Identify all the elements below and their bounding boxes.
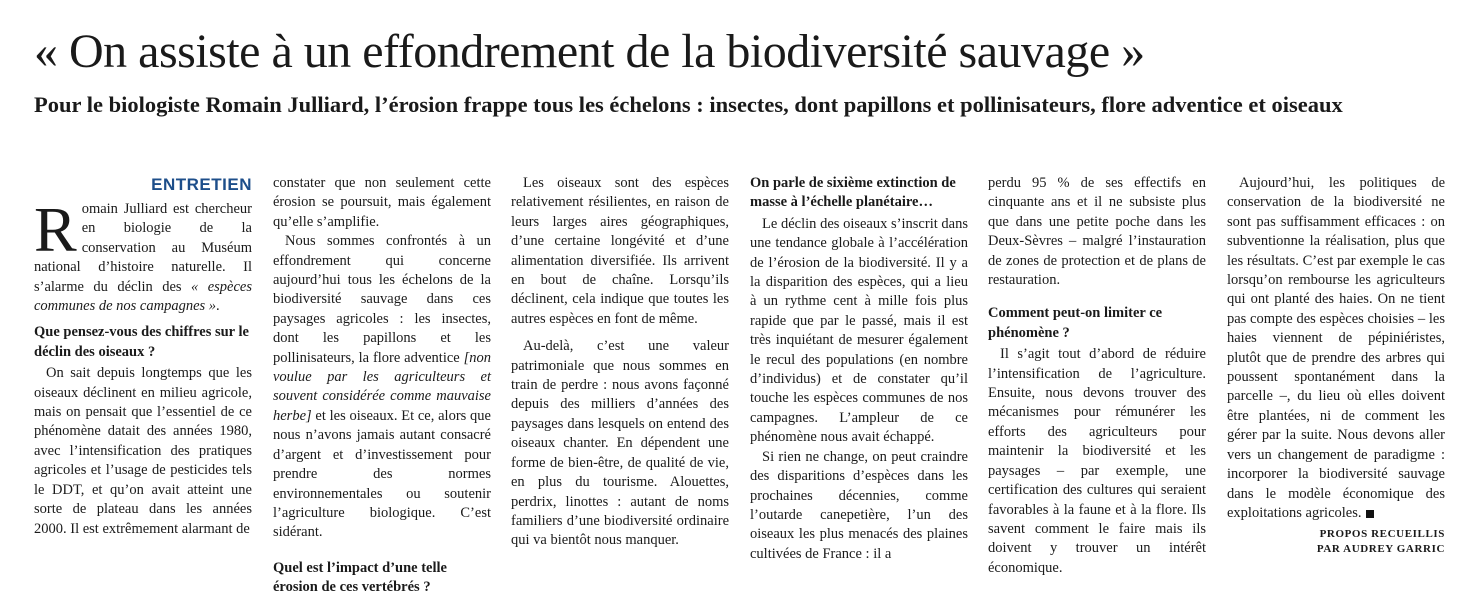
question-2: Quel est l’impact d’une telle érosion de ces vertébrés ?	[273, 559, 447, 596]
standfirst: Pour le biologiste Romain Julliard, l’érosion frappe tous les échelons : insectes, dont papillons et pollinisateurs, flore adventice et oiseaux	[34, 92, 1343, 117]
answer-1-paragraph-2-end: et les oiseaux. Et ce, alors que nous n’avons jamais autant consacré d’argent et d’investissement pour prendre des normes environnementales ou soutenir l’agriculture biologique. C’est sidérant.	[273, 407, 491, 541]
answer-4-paragraph-2	[1227, 174, 1445, 523]
drop-cap: R	[34, 194, 77, 265]
column-5	[988, 174, 1206, 578]
answer-1-paragraph-1-continued: constater que non seulement cette érosion se poursuit, mais également qu’elle s’amplifie.	[273, 175, 491, 230]
answer-2-paragraph-2: Au-delà, c’est une valeur patrimoniale que nous sommes en train de perdre : nous avons façonné depuis des milliers d’années des paysages dans lesquels on entend des oiseaux chanter. En dépendent une forme de bien-être, de qualité de vie, en plus du tourisme. Alouettes, perdrix, linottes : autant de noms familiers d’une biodiversité ordinaire qui va bientôt nous manquer.	[511, 338, 729, 549]
column-4	[750, 174, 968, 564]
question-3: On parle de sixième extinction de masse à l’échelle planétaire…	[750, 175, 956, 211]
answer-1-paragraph-1: On sait depuis longtemps que les oiseaux déclinent en milieu agricole, mais on pensait que l’essentiel de ce phénomène datait des années 1980, avec l’intensification des pratiques agricoles et l’usage de pesticides tels le DDT, et qu’on avait atteint une sorte de plateau dans les années 2000. Il est extrêmement alarmant de	[34, 365, 252, 537]
byline-line-2: PAR AUDREY GARRIC	[1316, 543, 1445, 556]
question-1: Que pensez-vous des chiffres sur le déclin des oiseaux ?	[34, 324, 249, 360]
intro-paragraph	[34, 194, 253, 316]
column-3	[511, 174, 729, 551]
column-1	[34, 174, 252, 539]
end-of-article-square-icon	[1366, 510, 1374, 518]
column-2	[273, 174, 491, 600]
intro-text: omain Julliard est chercheur en biologie de la conservation au Muséum national d’histoire naturelle. Il s’alarme du déclin des	[34, 201, 252, 295]
kicker-label: ENTRETIEN	[151, 175, 252, 194]
answer-2-paragraph-1: Les oiseaux sont des espèces relativement résilientes, en raison de leurs larges aires géographiques, d’une certaine longévité et d’une alimentation diversifiée. Ils arrivent en bout de chaîne. Lorsqu’ils déclinent, cela indique que toutes les autres espèces en font de même.	[511, 175, 729, 327]
intro-quote: « espèces communes de nos campagnes »	[34, 278, 253, 315]
headline: « On assiste à un effondrement de la biodiversité sauvage »	[34, 25, 1145, 78]
answer-3-paragraph-1: Le déclin des oiseaux s’inscrit dans une tendance globale à l’accélération de l’érosion de la biodiversité. Il y a la disparition des espèces, qui a lieu à un rythme cent à mille fois plus rapide que par le passé, mais il est très inquiétant de mesurer également le recul des populations (en nombre d’individus) et de constater qu’il touche les espèces communes de nos campagnes. L’ampleur de ce phénomène nous avait échappé.	[750, 215, 968, 446]
answer-3-paragraph-2-continued: perdu 95 % de ses effectifs en cinquante ans et il ne subsiste plus que dans une petite poche dans les Deux-Sèvres – malgré l’instauration de zones de protection et de plans de restauration.	[988, 175, 1206, 289]
answer-4-paragraph-1: Il s’agit tout d’abord de réduire l’intensification de l’agriculture. Ensuite, nous devons trouver des mécanismes pour rémunérer les efforts des agriculteurs pour maintenir la biodiversité et les paysages – par exemple, une certification des cultures qui seraient favorables à la faune et à la flore. Ils savent comment le faire mais ils doivent y trouver un intérêt économique.	[988, 346, 1206, 576]
byline	[1227, 527, 1445, 557]
answer-1-paragraph-2-text: Nous sommes confrontés à un effondrement qui concerne aujourd’hui tous les échelons de la biodiversité sauvage dans ces paysages agricoles : les insectes, dont les papillons et les pollinisateurs, la flore adventice	[273, 233, 491, 366]
intro-end: .	[216, 298, 220, 315]
answer-3-paragraph-2: Si rien ne change, on peut craindre des disparitions d’espèces dans les prochaines décennies, comme l’outarde canepetière, l’un des oiseaux les plus menacés des plaines cultivées de France : il a	[750, 448, 968, 562]
question-4: Comment peut-on limiter ce phénomène ?	[988, 305, 1163, 341]
byline-line-1: PROPOS RECUEILLIS	[1319, 528, 1445, 541]
answer-4-paragraph-2-text: Aujourd’hui, les politiques de conservation de la biodiversité ne sont pas suffisamment efficaces : on subventionne la réalisation, plus que les résultats. C’est par exemple le cas lorsqu’on rembourse les agriculteurs qui ont planté des haies. On ne tient pas compte des espèces choisies – les haies viennent de pépiniéristes, plutôt que de prendre des arbres qui poussent spontanément dans la parcelle –, du lieu où elles doivent être plantées, ni de comment les gérer par la suite. Nous devons aller vers un changement de paradigme : incorporer la biodiversité sauvage dans le modèle économique des exploitations agricoles.	[1227, 175, 1445, 521]
column-6	[1227, 174, 1445, 557]
answer-1-paragraph-2	[273, 232, 491, 543]
adventice-definition: [non voulue par les agriculteurs et souvent considérée comme mauvaise herbe]	[273, 349, 491, 424]
